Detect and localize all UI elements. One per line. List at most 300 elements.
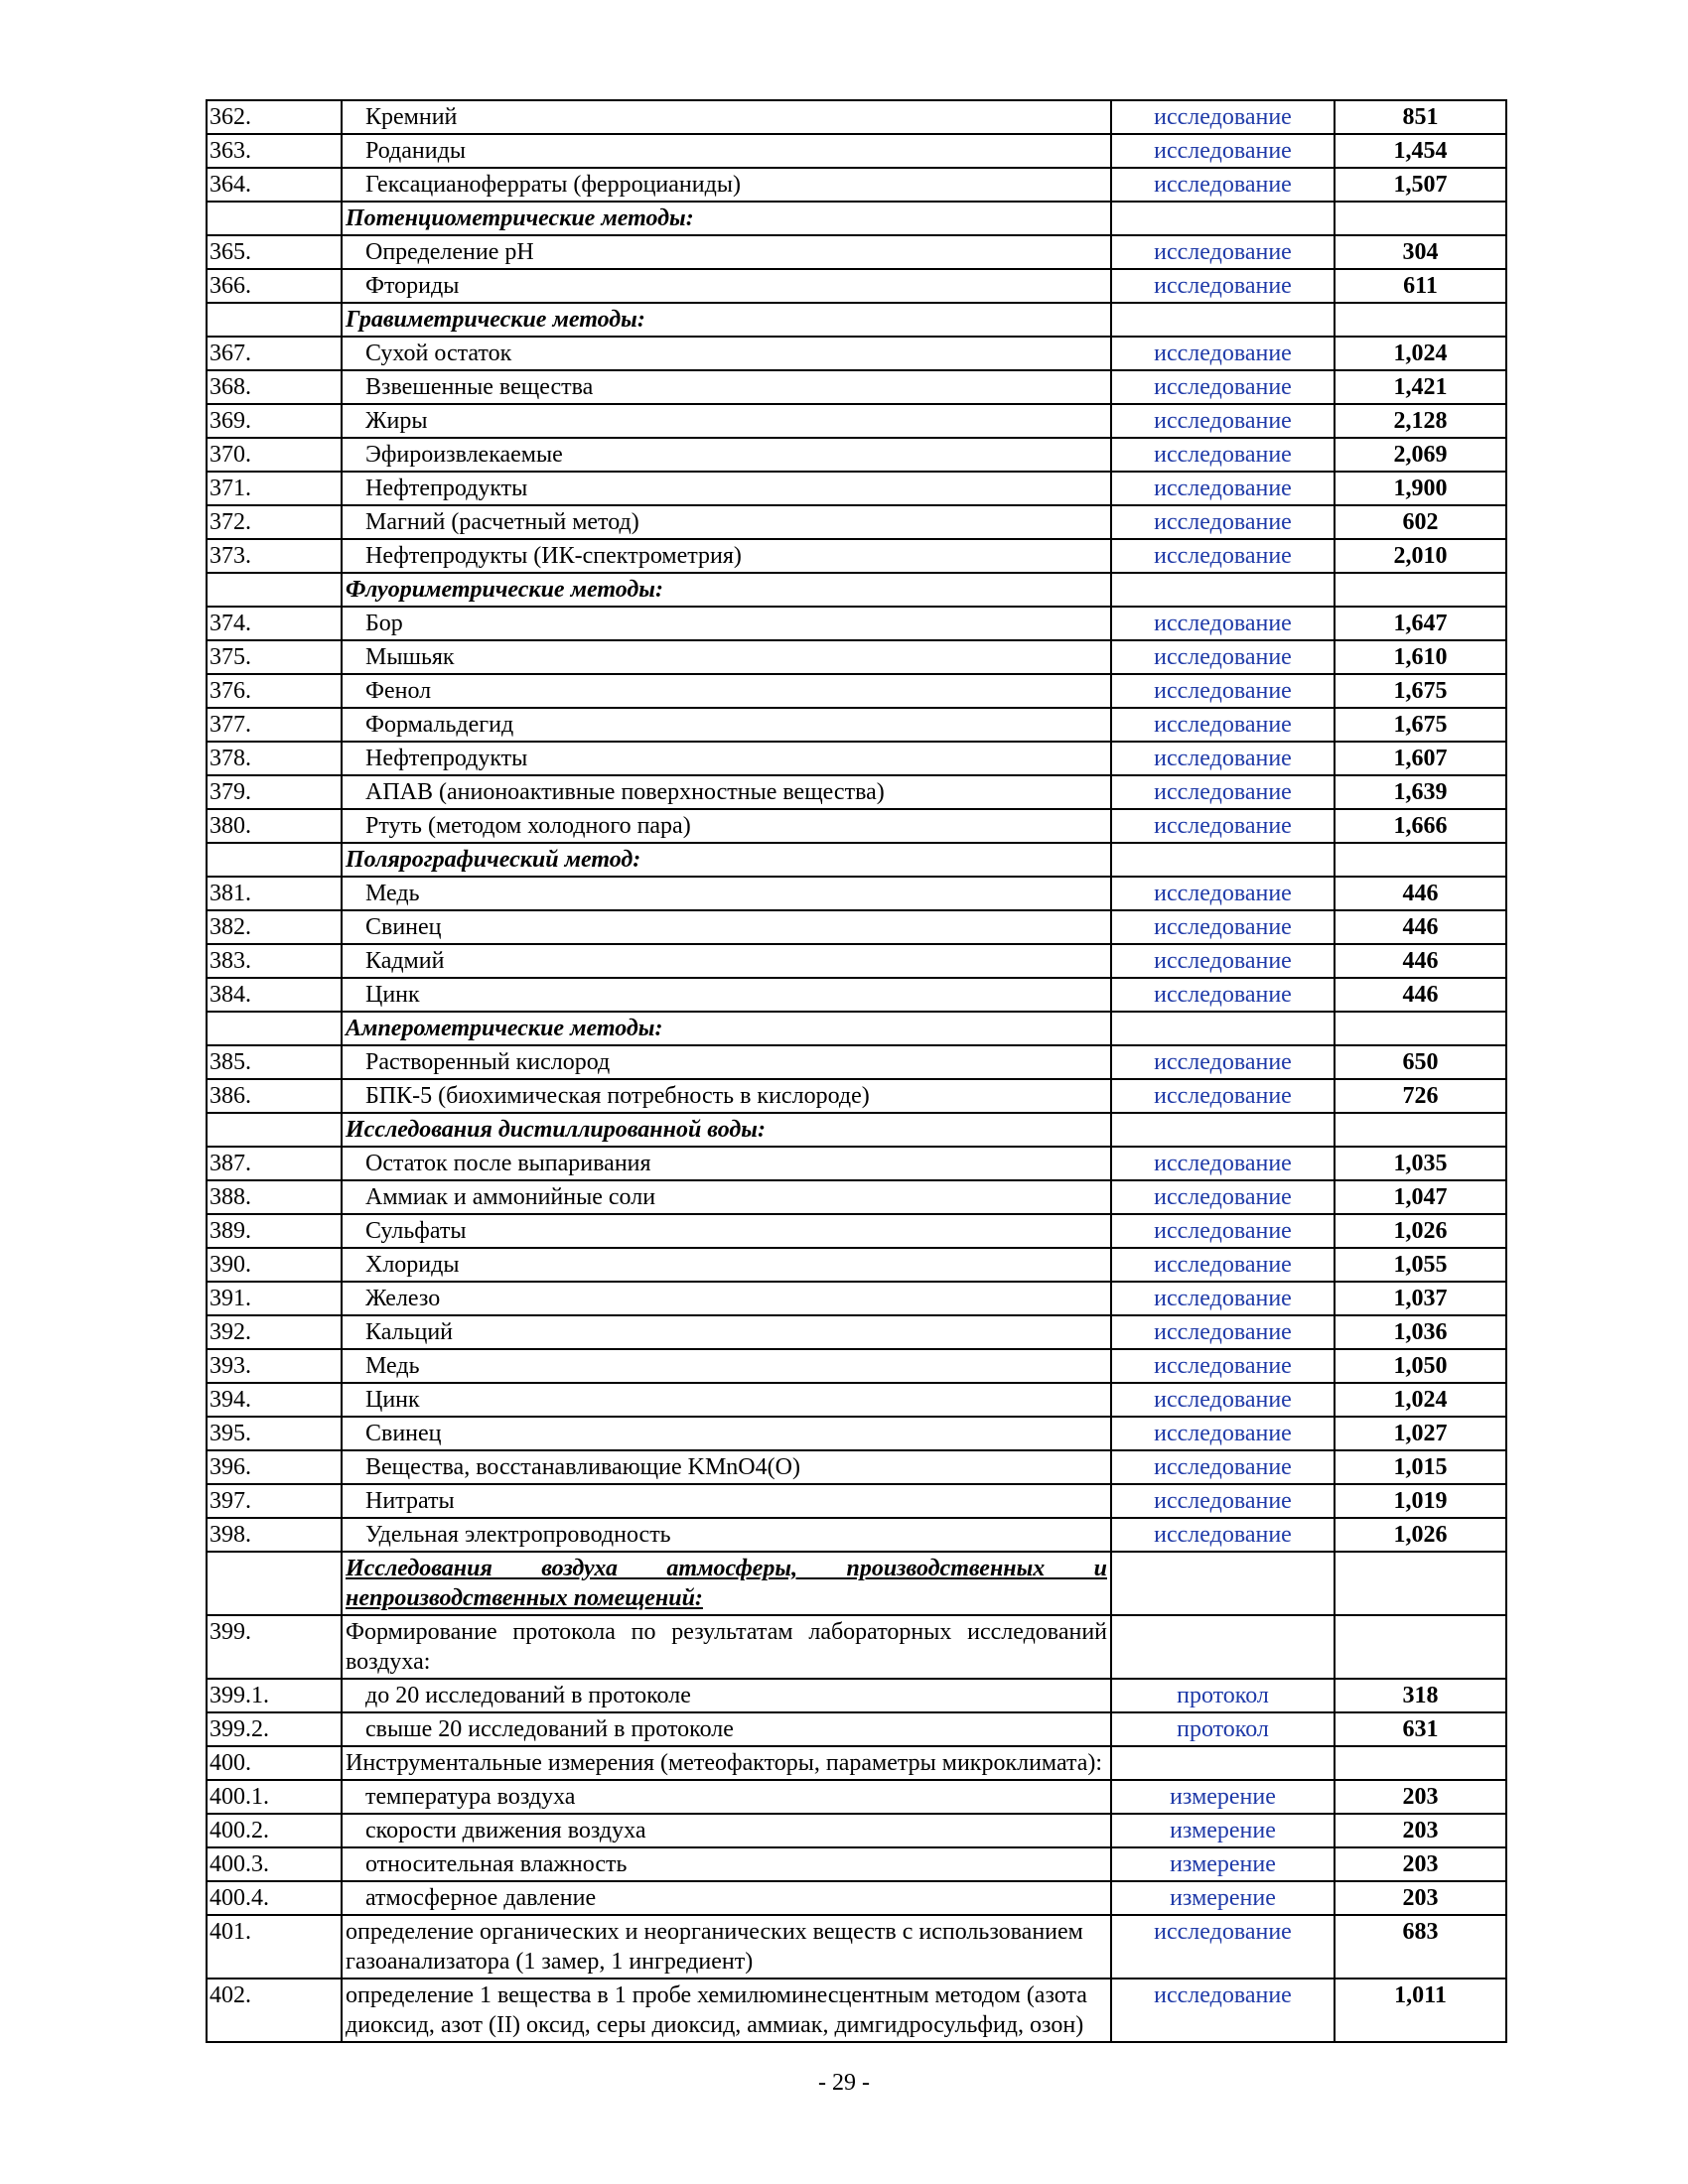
service-name: Ртуть (методом холодного пара) [365,813,691,839]
table-row [207,1484,1506,1518]
service-name: Сульфаты [365,1218,467,1244]
unit-label: исследование [1111,674,1335,708]
section-heading: Исследования воздуха атмосферы, производственных и непроизводственных помещений: [342,1552,1111,1615]
table-row [207,1915,1506,1979]
unit-label: исследование [1111,438,1335,472]
price-value: 1,047 [1335,1180,1506,1214]
table-row [207,877,1506,910]
row-number: 388. [207,1180,342,1214]
service-name-cell [342,269,1111,303]
row-number: 399. [207,1615,342,1679]
service-name-cell [342,1518,1111,1552]
service-name-cell [342,1780,1111,1814]
table-row [207,1079,1506,1113]
service-name: Сухой остаток [365,341,512,366]
price-cell [1335,573,1506,607]
unit-label: протокол [1111,1679,1335,1712]
row-number: 400.4. [207,1881,342,1915]
service-name: свыше 20 исследований в протоколе [365,1716,734,1742]
group-heading: Формирование протокола по результатам лабораторных исследований воздуха: [342,1615,1111,1679]
price-value: 1,037 [1335,1282,1506,1315]
unit-label: исследование [1111,775,1335,809]
table-row [207,978,1506,1012]
service-name-cell [342,877,1111,910]
table-row [207,1180,1506,1214]
price-cell [1335,1012,1506,1045]
unit-label: исследование [1111,168,1335,202]
table-row [207,775,1506,809]
price-value: 2,010 [1335,539,1506,573]
unit-label: исследование [1111,472,1335,505]
row-number: 385. [207,1045,342,1079]
table-row [207,843,1506,877]
unit-label: исследование [1111,1180,1335,1214]
service-name-cell [342,235,1111,269]
row-number: 401. [207,1915,342,1979]
unit-label: исследование [1111,134,1335,168]
service-name-cell [342,472,1111,505]
price-value: 683 [1335,1915,1506,1979]
service-name: Свинец [365,1421,442,1446]
unit-label: исследование [1111,404,1335,438]
row-number: 397. [207,1484,342,1518]
unit-label: исследование [1111,1979,1335,2042]
price-value: 1,454 [1335,134,1506,168]
unit-label: измерение [1111,1780,1335,1814]
row-number: 396. [207,1450,342,1484]
table-row [207,1349,1506,1383]
service-name-cell [342,134,1111,168]
service-name: Хлориды [365,1252,460,1278]
price-value: 1,639 [1335,775,1506,809]
service-name-cell [342,1814,1111,1847]
table-row [207,303,1506,337]
price-value: 1,666 [1335,809,1506,843]
row-number: 381. [207,877,342,910]
unit-cell [1111,1113,1335,1147]
service-name: Определение pH [365,239,534,265]
service-name-cell [342,438,1111,472]
service-name-cell [342,1847,1111,1881]
price-value: 1,421 [1335,370,1506,404]
unit-cell [1111,1615,1335,1679]
service-name: Аммиак и аммонийные соли [365,1184,656,1210]
price-value: 203 [1335,1814,1506,1847]
service-name: Бор [365,611,403,636]
unit-label: исследование [1111,505,1335,539]
service-name: Железо [365,1286,441,1311]
price-value: 726 [1335,1079,1506,1113]
price-cell [1335,843,1506,877]
price-value: 1,019 [1335,1484,1506,1518]
unit-label: исследование [1111,370,1335,404]
service-name-cell [342,1349,1111,1383]
group-heading: Инструментальные измерения (метеофакторы, параметры микроклимата): [342,1746,1111,1780]
price-value: 611 [1335,269,1506,303]
service-name: БПК-5 (биохимическая потребность в кислороде) [365,1083,870,1109]
row-number: 362. [207,100,342,134]
service-name: Остаток после выпаривания [365,1151,651,1176]
table-row [207,505,1506,539]
price-value: 650 [1335,1045,1506,1079]
price-value: 602 [1335,505,1506,539]
service-name: Нефтепродукты [365,746,528,771]
service-name-cell [342,1881,1111,1915]
unit-label: исследование [1111,944,1335,978]
service-name-cell [342,1484,1111,1518]
table-row [207,1712,1506,1746]
service-name-cell [342,1045,1111,1079]
service-name-cell [342,1315,1111,1349]
unit-label: исследование [1111,742,1335,775]
table-row [207,1417,1506,1450]
table-row [207,1214,1506,1248]
service-name: относительная влажность [365,1851,628,1877]
price-cell [1335,1552,1506,1615]
price-value: 1,675 [1335,674,1506,708]
service-name: Фториды [365,273,460,299]
row-number: 368. [207,370,342,404]
row-number: 386. [207,1079,342,1113]
price-value: 446 [1335,877,1506,910]
row-number: 400. [207,1746,342,1780]
row-number-cell [207,1113,342,1147]
service-name-cell [342,640,1111,674]
row-number: 389. [207,1214,342,1248]
table-row [207,573,1506,607]
price-value: 203 [1335,1881,1506,1915]
section-heading: Гравиметрические методы: [342,303,1111,337]
price-value: 631 [1335,1712,1506,1746]
table-row [207,1615,1506,1679]
service-name: Кальций [365,1319,454,1345]
service-name-cell [342,505,1111,539]
service-name-cell [342,978,1111,1012]
price-cell [1335,1615,1506,1679]
table-row [207,708,1506,742]
price-value: 1,647 [1335,607,1506,640]
price-value: 2,069 [1335,438,1506,472]
price-cell [1335,1746,1506,1780]
row-number: 374. [207,607,342,640]
service-name: Кремний [365,104,458,130]
service-name-cell [342,1417,1111,1450]
unit-label: исследование [1111,1518,1335,1552]
unit-label: исследование [1111,1383,1335,1417]
unit-label: исследование [1111,1248,1335,1282]
service-name: Гексацианоферраты (ферроцианиды) [365,172,741,198]
unit-label: исследование [1111,100,1335,134]
service-name: Формальдегид [365,712,514,738]
service-name: Магний (расчетный метод) [365,509,639,535]
section-heading: Потенциометрические методы: [342,202,1111,235]
service-name: до 20 исследований в протоколе [365,1683,691,1708]
unit-label: исследование [1111,269,1335,303]
service-name: определение 1 вещества в 1 пробе хемилюминесцентным методом (азота диоксид, азот (II) оксид, серы диоксид, аммиак, димгидросульфид, озон) [342,1979,1111,2042]
row-number: 379. [207,775,342,809]
price-value: 1,610 [1335,640,1506,674]
table-row [207,1780,1506,1814]
table-row [207,674,1506,708]
row-number: 371. [207,472,342,505]
row-number: 367. [207,337,342,370]
row-number: 399.2. [207,1712,342,1746]
row-number: 378. [207,742,342,775]
row-number: 400.2. [207,1814,342,1847]
service-name: Медь [365,1353,420,1379]
table-row [207,944,1506,978]
unit-cell [1111,202,1335,235]
row-number: 364. [207,168,342,202]
table-row [207,1847,1506,1881]
row-number: 377. [207,708,342,742]
row-number: 382. [207,910,342,944]
unit-label: исследование [1111,1214,1335,1248]
table-row [207,404,1506,438]
unit-label: исследование [1111,877,1335,910]
service-name-cell [342,1712,1111,1746]
price-value: 203 [1335,1847,1506,1881]
service-name: Мышьяк [365,644,455,670]
price-value: 446 [1335,978,1506,1012]
service-name: Медь [365,881,420,906]
table-row [207,1814,1506,1847]
table-row [207,235,1506,269]
service-name: атмосферное давление [365,1885,597,1911]
row-number: 393. [207,1349,342,1383]
service-name-cell [342,674,1111,708]
table-row [207,1518,1506,1552]
row-number-cell [207,1552,342,1615]
row-number: 383. [207,944,342,978]
service-name-cell [342,1248,1111,1282]
service-name-cell [342,1282,1111,1315]
price-value: 2,128 [1335,404,1506,438]
price-value: 1,026 [1335,1214,1506,1248]
price-value: 1,024 [1335,337,1506,370]
service-name: температура воздуха [365,1784,576,1810]
service-name: Вещества, восстанавливающие KMnO4(O) [365,1454,800,1480]
service-name-cell [342,1147,1111,1180]
service-name-cell [342,1383,1111,1417]
row-number: 387. [207,1147,342,1180]
unit-label: исследование [1111,1417,1335,1450]
unit-label: исследование [1111,640,1335,674]
unit-cell [1111,843,1335,877]
row-number: 373. [207,539,342,573]
service-name-cell [342,1450,1111,1484]
table-row [207,134,1506,168]
service-name: Цинк [365,1387,420,1413]
row-number: 400.1. [207,1780,342,1814]
service-name-cell [342,1214,1111,1248]
service-name: Фенол [365,678,432,704]
service-name: Кадмий [365,948,445,974]
unit-label: исследование [1111,1484,1335,1518]
row-number-cell [207,202,342,235]
table-row [207,1881,1506,1915]
unit-label: измерение [1111,1847,1335,1881]
unit-cell [1111,573,1335,607]
price-value: 1,024 [1335,1383,1506,1417]
table-row [207,1045,1506,1079]
table-row [207,168,1506,202]
service-name-cell [342,1180,1111,1214]
row-number: 394. [207,1383,342,1417]
row-number: 398. [207,1518,342,1552]
price-value: 446 [1335,944,1506,978]
service-name-cell [342,168,1111,202]
service-name: Удельная электропроводность [365,1522,671,1548]
section-heading: Амперометрические методы: [342,1012,1111,1045]
row-number: 366. [207,269,342,303]
price-cell [1335,303,1506,337]
row-number: 390. [207,1248,342,1282]
section-heading: Флуориметрические методы: [342,573,1111,607]
price-value: 851 [1335,100,1506,134]
price-value: 1,607 [1335,742,1506,775]
unit-cell [1111,1012,1335,1045]
unit-label: исследование [1111,539,1335,573]
row-number-cell [207,843,342,877]
table-row [207,1315,1506,1349]
price-value: 1,036 [1335,1315,1506,1349]
price-value: 1,011 [1335,1979,1506,2042]
table-row [207,370,1506,404]
row-number: 384. [207,978,342,1012]
row-number-cell [207,573,342,607]
table-row [207,438,1506,472]
unit-label: исследование [1111,1450,1335,1484]
table-row [207,1383,1506,1417]
table-row [207,607,1506,640]
price-value: 1,900 [1335,472,1506,505]
page-number: - 29 - [818,2070,870,2096]
service-name: Свинец [365,914,442,940]
row-number: 375. [207,640,342,674]
table-row [207,1248,1506,1282]
price-value: 304 [1335,235,1506,269]
table-row [207,1012,1506,1045]
price-value: 1,507 [1335,168,1506,202]
table-row [207,337,1506,370]
price-value: 203 [1335,1780,1506,1814]
service-name-cell [342,370,1111,404]
unit-label: исследование [1111,1282,1335,1315]
table-row [207,1450,1506,1484]
row-number: 365. [207,235,342,269]
row-number: 363. [207,134,342,168]
unit-cell [1111,1552,1335,1615]
service-name-cell [342,404,1111,438]
service-name: Нефтепродукты (ИК-спектрометрия) [365,543,742,569]
unit-label: исследование [1111,607,1335,640]
price-value: 1,055 [1335,1248,1506,1282]
unit-label: исследование [1111,337,1335,370]
unit-label: исследование [1111,910,1335,944]
unit-label: исследование [1111,1315,1335,1349]
service-name-cell [342,809,1111,843]
service-name-cell [342,1679,1111,1712]
row-number: 399.1. [207,1679,342,1712]
row-number-cell [207,303,342,337]
service-name: АПАВ (анионоактивные поверхностные вещества) [365,779,885,805]
table-row [207,539,1506,573]
unit-label: исследование [1111,1079,1335,1113]
table-row [207,1147,1506,1180]
table-row [207,100,1506,134]
unit-label: измерение [1111,1814,1335,1847]
service-name: Взвешенные вещества [365,374,594,400]
table-row [207,1679,1506,1712]
service-name: Жиры [365,408,428,434]
row-number: 380. [207,809,342,843]
price-table-body [207,100,1506,2042]
row-number: 391. [207,1282,342,1315]
price-value: 1,027 [1335,1417,1506,1450]
table-row [207,472,1506,505]
section-heading: Полярографический метод: [342,843,1111,877]
unit-label: исследование [1111,235,1335,269]
unit-label: исследование [1111,978,1335,1012]
table-row [207,1552,1506,1615]
unit-cell [1111,303,1335,337]
table-row [207,640,1506,674]
service-name-cell [342,910,1111,944]
price-cell [1335,202,1506,235]
service-name-cell [342,1079,1111,1113]
service-name-cell [342,607,1111,640]
service-name-cell [342,539,1111,573]
row-number: 402. [207,1979,342,2042]
price-value: 1,026 [1335,1518,1506,1552]
table-row [207,1746,1506,1780]
service-name: Растворенный кислород [365,1049,611,1075]
price-table [206,99,1507,2043]
service-name: Нитраты [365,1488,455,1514]
unit-label: исследование [1111,1045,1335,1079]
unit-label: исследование [1111,1915,1335,1979]
row-number-cell [207,1012,342,1045]
row-number: 372. [207,505,342,539]
row-number: 376. [207,674,342,708]
price-value: 1,050 [1335,1349,1506,1383]
section-heading: Исследования дистиллированной воды: [342,1113,1111,1147]
price-value: 1,675 [1335,708,1506,742]
price-value: 318 [1335,1679,1506,1712]
unit-label: исследование [1111,708,1335,742]
unit-cell [1111,1746,1335,1780]
price-value: 446 [1335,910,1506,944]
table-row [207,202,1506,235]
service-name: Нефтепродукты [365,476,528,501]
service-name: Эфироизвлекаемые [365,442,563,468]
table-row [207,1979,1506,2042]
row-number: 370. [207,438,342,472]
price-value: 1,035 [1335,1147,1506,1180]
table-row [207,1282,1506,1315]
service-name: Цинк [365,982,420,1008]
service-name-cell [342,775,1111,809]
service-name-cell [342,100,1111,134]
table-row [207,809,1506,843]
table-row [207,269,1506,303]
service-name-cell [342,944,1111,978]
row-number: 369. [207,404,342,438]
row-number: 395. [207,1417,342,1450]
service-name: скорости движения воздуха [365,1818,646,1843]
table-row [207,910,1506,944]
